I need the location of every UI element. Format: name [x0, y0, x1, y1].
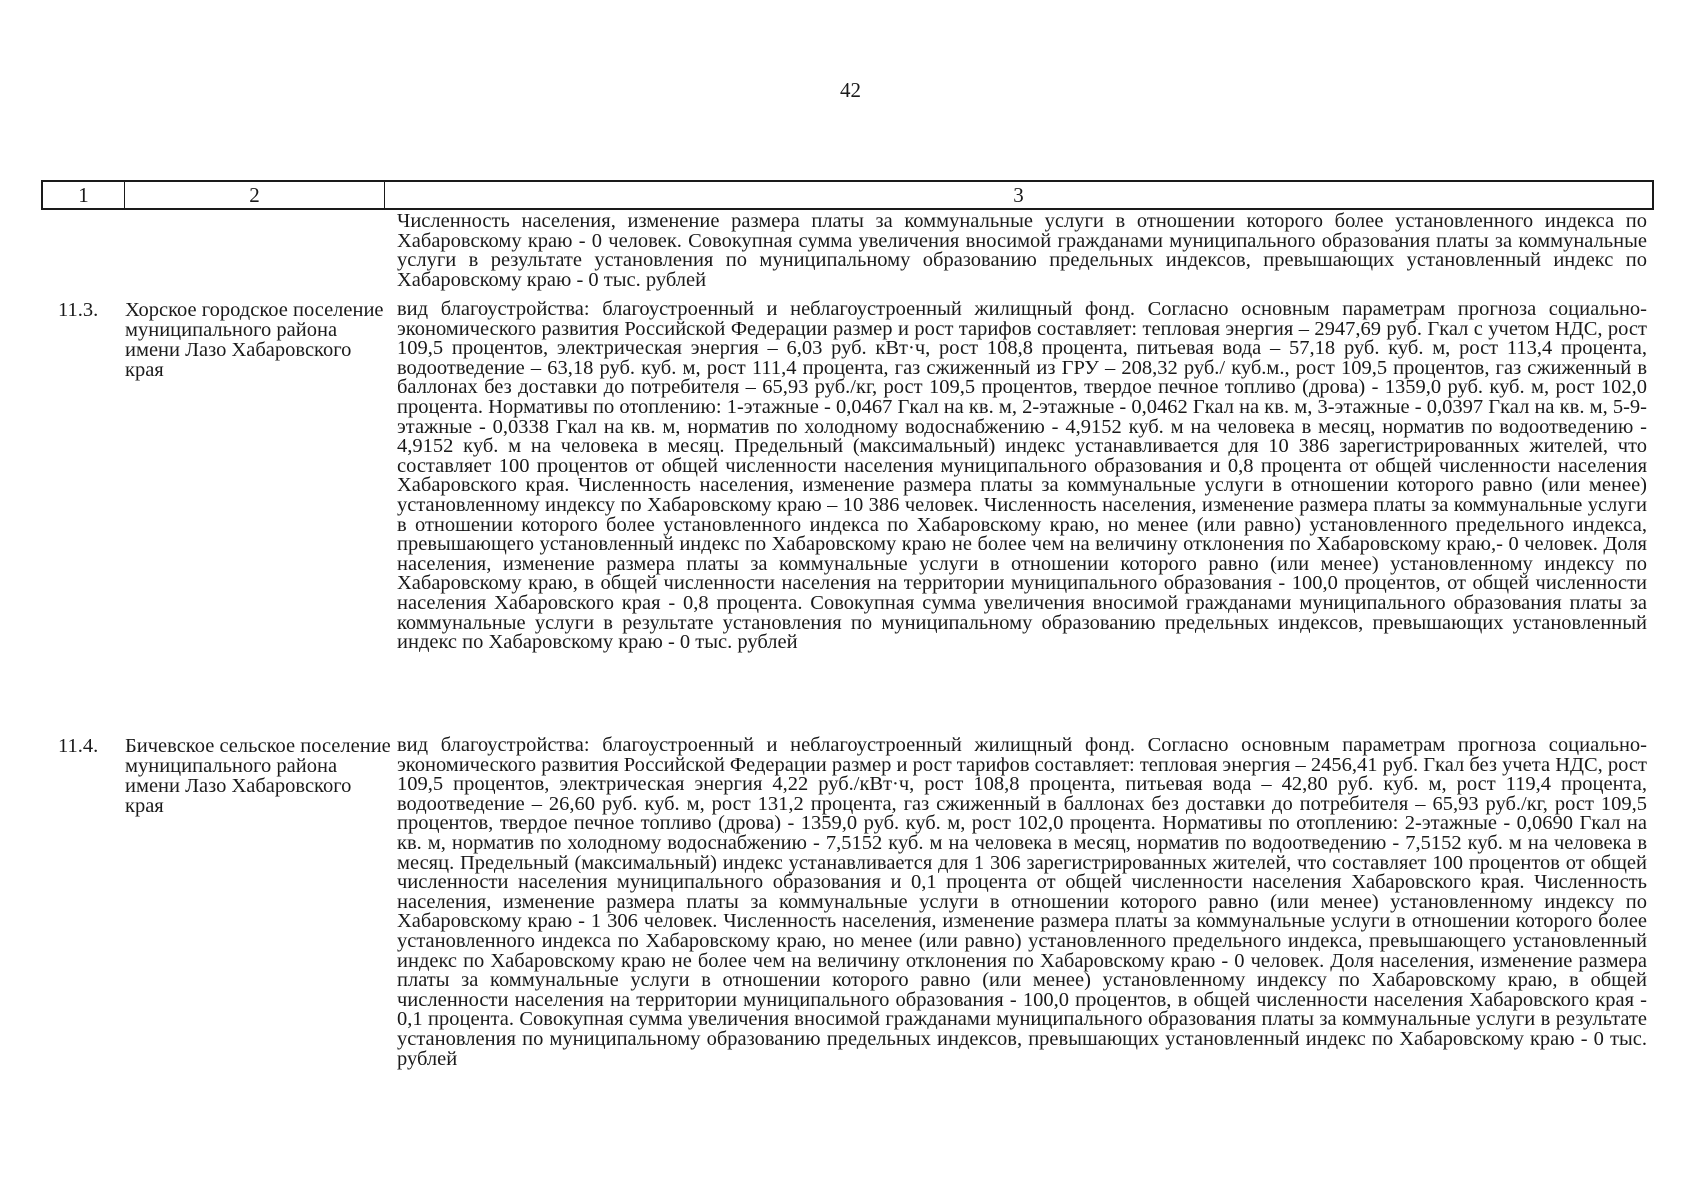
- table-row: [41, 212, 1654, 300]
- row-description: Численность населения, изменение размера платы за коммунальные услуги в отношении которого более установленного индекса по Хабаровскому краю - 0 человек. Совокупная сумма увеличения вносимой гражданами муниципального образования платы за коммунальные услуги в результате установления по муниципальному образованию предельных индексов, превышающих установленный индекс по Хабаровскому краю - 0 тыс. рублей: [397, 210, 1647, 291]
- table-header-col3: 3: [1013, 183, 1024, 207]
- row-number: 11.4.: [58, 735, 99, 757]
- row-number: 11.3.: [58, 299, 99, 321]
- table-row: [41, 736, 1654, 1156]
- row-municipality-name: Бичевское сельское поселение муниципального района имени Лазо Хабаровского края: [125, 735, 391, 817]
- table-body: [41, 212, 1654, 1156]
- table-header-col2: 2: [125, 182, 385, 208]
- table-row: [41, 300, 1654, 736]
- row-description: вид благоустройства: благоустроенный и неблагоустроенный жилищный фонд. Согласно основным параметрам прогноза социально-экономического развития Российской Федерации размер и рост тарифов составляет: тепловая энергия – 2456,41 руб. Гкал без учета НДС, рост 109,5 процентов, электрическая энергия 4,22 руб./кВт·ч, рост 108,8 процента, питьевая вода – 42,80 руб. куб. м, рост 119,4 процента, водоотведение – 26,60 руб. куб. м, рост 131,2 процента, газ сжиженный в баллонах без доставки до потребителя – 65,93 руб./кг, рост 109,5 процентов, твердое печное топливо (дрова) - 1359,0 руб. куб. м, рост 102,0 процента. Нормативы по отоплению: 2-этажные - 0,0690 Гкал на кв. м, норматив по холодному водоснабжению - 7,5152 куб. м на человека в месяц, норматив по водоотведению - 7,5152 куб. м на человека в месяц. Предельный (максимальный) индекс устанавливается для 1 306 зарегистрированных жителей, что составляет 100 процентов от общей численности населения муниципального образования и 0,1 процента от общей численности населения Хабаровского края. Численность населения, изменение размера платы за коммунальные услуги в отношении которого равно (или менее) установленному индексу по Хабаровскому краю - 1 306 человек. Численность населения, изменение размера платы за коммунальные услуги в отношении которого более установленного индекса по Хабаровскому краю, но менее (или равно) установленного предельного индекса, превышающего установленный индекс по Хабаровскому краю не более чем на величину отклонения по Хабаровскому краю - 0 человек. Доля населения, изменение размера платы за коммунальные услуги в отношении которого равно (или менее) установленному индексу по Хабаровскому краю, в общей численности населения на территории муниципального образования - 100,0 процентов, в общей численности населения Хабаровского края - 0,1 процента. Совокупная сумма увеличения вносимой гражданами муниципального образования платы за коммунальные услуги в результате установления по муниципальному образованию предельных индексов, превышающих установленный индекс по Хабаровскому краю - 0 тыс. рублей: [397, 734, 1647, 1070]
- table-header-row: [41, 180, 1654, 210]
- row-municipality-name: Хорское городское поселение муниципального района имени Лазо Хабаровского края: [125, 299, 384, 381]
- page-number: 42: [840, 78, 861, 102]
- table-header-col1: 1: [43, 182, 125, 208]
- row-description: вид благоустройства: благоустроенный и неблагоустроенный жилищный фонд. Согласно основным параметрам прогноза социально-экономического развития Российской Федерации размер и рост тарифов составляет: тепловая энергия – 2947,69 руб. Гкал с учетом НДС, рост 109,5 процентов, электрическая энергия – 6,03 руб. кВт·ч, рост 108,8 процента, питьевая вода – 57,18 руб. куб. м, рост 113,4 процента, водоотведение – 63,18 руб. куб. м, рост 111,4 процента, газ сжиженный из ГРУ – 208,32 руб./ куб.м., рост 109,5 процентов, газ сжиженный в баллонах без доставки до потребителя – 65,93 руб./кг, рост 109,5 процентов, твердое печное топливо (дрова) - 1359,0 руб. куб. м, рост 102,0 процента. Нормативы по отоплению: 1-этажные - 0,0467 Гкал на кв. м, 2-этажные - 0,0462 Гкал на кв. м, 3-этажные - 0,0397 Гкал на кв. м, 5-9-этажные - 0,0338 Гкал на кв. м, норматив по холодному водоснабжению - 4,9152 куб. м на человека в месяц, норматив по водоотведению - 4,9152 куб. м на человека в месяц. Предельный (максимальный) индекс устанавливается для 10 386 зарегистрированных жителей, что составляет 100 процентов от общей численности населения муниципального образования и 0,8 процента от общей численности населения Хабаровского края. Численность населения, изменение размера платы за коммунальные услуги в отношении которого равно (или менее) установленному индексу по Хабаровскому краю – 10 386 человек. Численность населения, изменение размера платы за коммунальные услуги в отношении которого более установленного индекса по Хабаровскому краю, но менее (или равно) установленного предельного индекса, превышающего установленный индекс по Хабаровскому краю не более чем на величину отклонения по Хабаровскому краю,- 0 человек. Доля населения, изменение размера платы за коммунальные услуги в отношении которого равно (или менее) установленному индексу по Хабаровскому краю, в общей численности населения на территории муниципального образования - 100,0 процентов, от общей численности населения Хабаровского края - 0,8 процента. Совокупная сумма увеличения вносимой гражданами муниципального образования платы за коммунальные услуги в результате установления по муниципальному образованию предельных индексов, превышающих установленный индекс по Хабаровскому краю - 0 тыс. рублей: [397, 298, 1647, 654]
